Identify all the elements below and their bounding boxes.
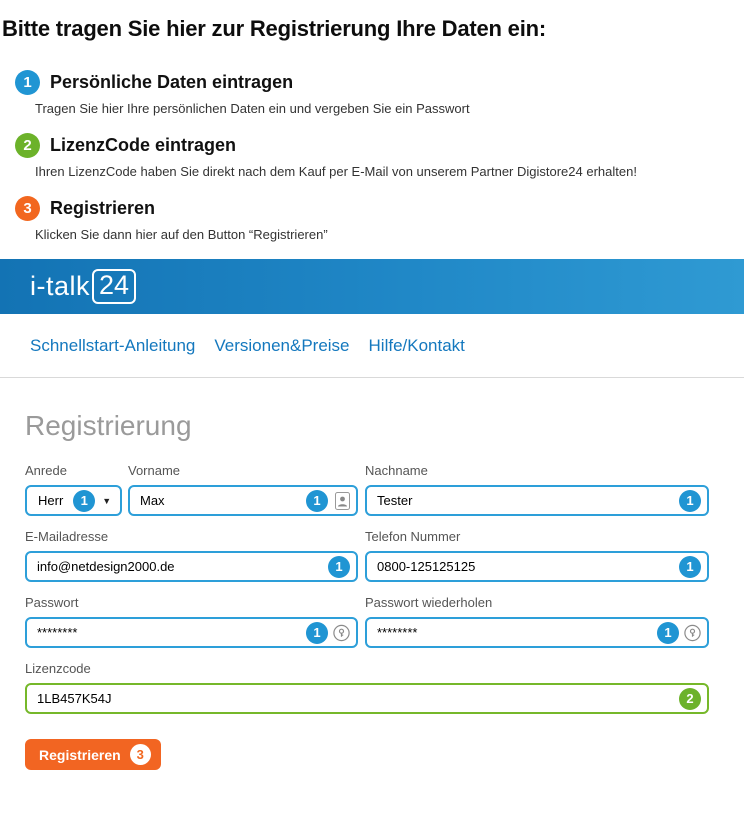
- step-1-badge: 1: [657, 622, 679, 644]
- anrede-selected-value: Herr: [38, 493, 64, 508]
- nav-link-hilfe-kontakt[interactable]: Hilfe/Kontakt: [368, 336, 465, 355]
- passwort-wiederholen-label: Passwort wiederholen: [365, 595, 493, 610]
- passwort-label: Passwort: [25, 595, 79, 610]
- step-1-badge: 1: [679, 556, 701, 578]
- lizenzcode-label: Lizenzcode: [25, 661, 91, 676]
- step-2-title: LizenzCode eintragen: [50, 135, 237, 155]
- field-passwort: [25, 595, 358, 648]
- italk24-logo[interactable]: [30, 269, 136, 305]
- step-2-number-icon: 2: [15, 133, 40, 158]
- email-label: E-Mailadresse: [25, 529, 109, 544]
- anrede-select[interactable]: [25, 485, 122, 516]
- field-vorname: [128, 463, 358, 516]
- logo-text: i-talk: [30, 271, 91, 301]
- password-reveal-key-icon[interactable]: [333, 624, 350, 641]
- vorname-label: Vorname: [128, 463, 181, 478]
- step-3-title: Registrieren: [50, 198, 156, 218]
- field-telefon: [365, 529, 709, 582]
- field-anrede: [25, 463, 122, 516]
- nachname-label: Nachname: [365, 463, 428, 478]
- telefon-label: Telefon Nummer: [365, 529, 461, 544]
- step-3-number-icon: 3: [15, 196, 40, 221]
- chevron-down-icon: ▼: [102, 495, 112, 506]
- step-1: [2, 70, 734, 116]
- page-title: Bitte tragen Sie hier zur Registrierung Ihre Daten ein:: [2, 16, 546, 41]
- password-reveal-key-icon[interactable]: [684, 624, 701, 641]
- tutorial-section: [0, 0, 744, 242]
- step-1-description: Tragen Sie hier Ihre persönlichen Daten ein und vergeben Sie ein Passwort: [35, 101, 470, 116]
- registration-form: [25, 410, 709, 770]
- step-3-badge: 3: [130, 744, 151, 765]
- step-1-badge: 1: [73, 490, 95, 512]
- anrede-label: Anrede: [25, 463, 67, 478]
- form-title: Registrierung: [25, 410, 192, 441]
- step-3: [2, 196, 734, 242]
- email-input[interactable]: [25, 551, 358, 582]
- step-1-title: Persönliche Daten eintragen: [50, 72, 294, 92]
- field-nachname: [365, 463, 709, 516]
- field-passwort-wiederholen: [365, 595, 709, 648]
- field-lizenzcode: [25, 661, 709, 714]
- autofill-contact-icon[interactable]: [335, 492, 350, 510]
- nachname-input[interactable]: [365, 485, 709, 516]
- step-1-number-icon: 1: [15, 70, 40, 95]
- nav-link-schnellstart[interactable]: Schnellstart-Anleitung: [30, 336, 196, 355]
- nav-link-versionen-preise[interactable]: Versionen&Preise: [214, 336, 350, 355]
- field-email: [25, 529, 358, 582]
- step-1-badge: 1: [328, 556, 350, 578]
- brand-header: [0, 259, 744, 314]
- step-1-badge: 1: [679, 490, 701, 512]
- logo-badge-24: 24: [92, 269, 136, 305]
- lizenzcode-input[interactable]: [25, 683, 709, 714]
- step-2: [2, 133, 734, 179]
- step-2-description: Ihren LizenzCode haben Sie direkt nach dem Kauf per E-Mail von unserem Partner Digistore24 erhalten!: [35, 164, 637, 179]
- registrieren-button-label: Registrieren: [39, 746, 121, 763]
- step-1-badge: 1: [306, 490, 328, 512]
- registrieren-button[interactable]: [25, 739, 161, 770]
- main-nav: [0, 314, 744, 378]
- telefon-input[interactable]: [365, 551, 709, 582]
- step-3-description: Klicken Sie dann hier auf den Button “Registrieren”: [35, 227, 328, 242]
- step-2-badge: 2: [679, 688, 701, 710]
- step-1-badge: 1: [306, 622, 328, 644]
